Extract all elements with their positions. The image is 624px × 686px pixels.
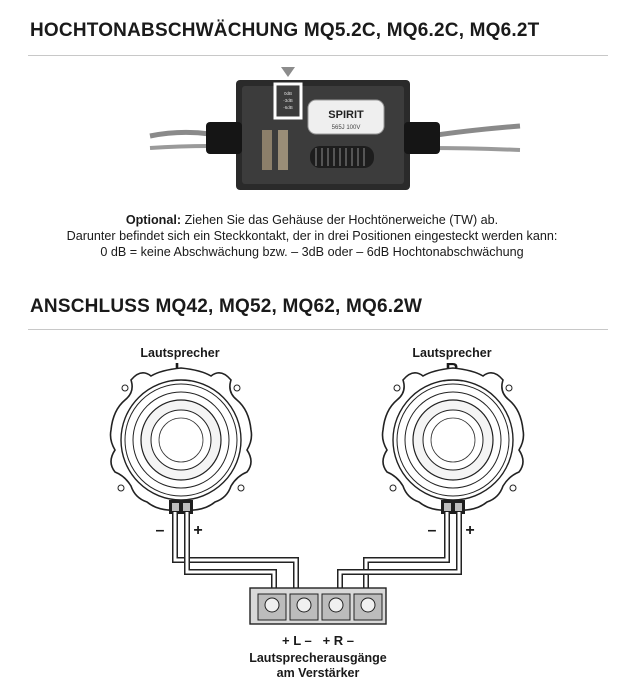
speaker-right-minus: – <box>427 522 437 539</box>
speaker-left-plus: + <box>193 522 203 539</box>
svg-text:0dB: 0dB <box>283 91 293 96</box>
capacitor-spec: 565J 100V <box>331 125 361 131</box>
caption-line-2: Darunter befindet sich ein Steckkontakt, der in drei Positionen eingesteckt werden kann: <box>66 229 558 243</box>
speaker-right <box>383 368 524 514</box>
speaker-right-label: Lautsprecher <box>412 346 492 360</box>
speaker-left <box>111 368 252 514</box>
svg-text:-6dB: -6dB <box>283 105 293 110</box>
amplifier-label-line-2: am Verstärker <box>276 666 360 680</box>
svg-text:-3dB: -3dB <box>283 98 293 103</box>
amplifier-terminal-labels: + L – + R – <box>281 633 355 648</box>
caption-line-1: Optional: Ziehen Sie das Gehäuse der Hochtönerweiche (TW) ab. <box>125 213 499 227</box>
amplifier-terminal-block <box>250 588 386 624</box>
speaker-right-plus: + <box>465 522 475 539</box>
capacitor-brand: SPIRIT <box>328 109 364 121</box>
section-title-attenuation: HOCHTONABSCHWÄCHUNG MQ5.2C, MQ6.2C, MQ6.2T <box>30 20 540 41</box>
amplifier-label-line-1: Lautsprecherausgänge <box>249 651 387 665</box>
section-title-connection: ANSCHLUSS MQ42, MQ52, MQ62, MQ6.2W <box>30 296 423 317</box>
caption-line-3: 0 dB = keine Abschwächung bzw. – 3dB oder – 6dB Hochtonabschwächung <box>100 245 524 259</box>
speaker-left-label: Lautsprecher <box>140 346 220 360</box>
speaker-left-minus: – <box>155 522 165 539</box>
